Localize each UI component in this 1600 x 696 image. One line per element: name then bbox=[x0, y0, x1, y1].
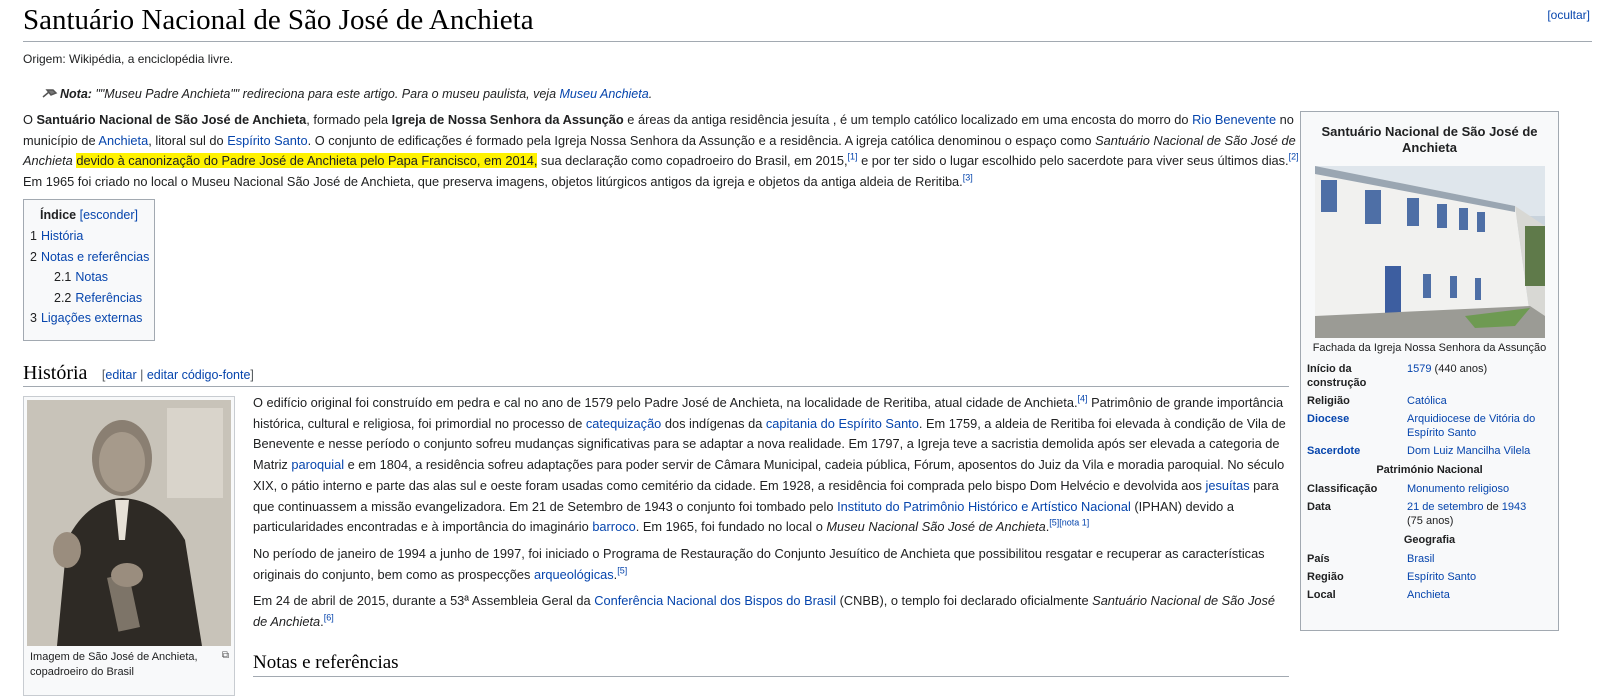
infobox-caption: Fachada da Igreja Nossa Senhora da Assunção bbox=[1312, 342, 1547, 354]
infobox-section-geografia: Geografia bbox=[1403, 534, 1456, 546]
section-heading-notas: Notas e referências bbox=[253, 652, 1289, 677]
infobox-row bbox=[1307, 586, 1552, 604]
ref-2[interactable]: [2] bbox=[1288, 152, 1299, 163]
ref-1[interactable]: [1] bbox=[847, 152, 858, 163]
infobox-key-link[interactable]: Sacerdote bbox=[1307, 445, 1361, 457]
infobox-value bbox=[1407, 392, 1552, 410]
infobox-value bbox=[1407, 442, 1552, 460]
ref-3[interactable]: [3] bbox=[962, 172, 973, 183]
infobox-row bbox=[1307, 480, 1552, 498]
toc-link[interactable]: Notas e referências bbox=[40, 249, 150, 264]
toc-link[interactable]: Notas bbox=[75, 270, 109, 285]
intro-text: e áreas da antiga residência jesuíta , é um templo católico localizado em uma encosta do morro do bbox=[623, 112, 1193, 127]
infobox-row bbox=[1307, 568, 1552, 586]
toc-item-notas[interactable] bbox=[30, 267, 148, 288]
paragraph-text: . bbox=[1045, 519, 1050, 535]
hatnote-end: . bbox=[648, 87, 653, 101]
toc-title: Índice bbox=[40, 208, 77, 222]
reference-link[interactable]: [5][nota 1] bbox=[1049, 517, 1090, 528]
infobox-link[interactable]: Católica bbox=[1407, 395, 1447, 407]
infobox-link[interactable]: Brasil bbox=[1407, 553, 1435, 565]
reference-link[interactable]: [4] bbox=[1077, 393, 1088, 404]
separator: | bbox=[136, 368, 147, 382]
hatnote-link[interactable]: Museu Anchieta bbox=[559, 87, 649, 101]
infobox-text: (75 anos) bbox=[1407, 515, 1454, 527]
italic-text: Santuário Nacional de São José de Anchieta bbox=[253, 593, 1275, 630]
toc-item-notas-referencias[interactable] bbox=[30, 247, 148, 268]
infobox-link[interactable]: 1943 bbox=[1501, 501, 1527, 513]
infobox-key-link[interactable]: Diocese bbox=[1307, 413, 1350, 425]
infobox-link[interactable]: Arquidiocese de Vitória do Espírito Santo bbox=[1407, 413, 1536, 439]
infobox-key: Religião bbox=[1307, 395, 1350, 407]
reference bbox=[324, 613, 334, 623]
toc-number: 2 bbox=[30, 249, 37, 264]
history-body bbox=[253, 393, 1289, 639]
toc-link[interactable]: Referências bbox=[75, 290, 143, 305]
section-edit-links bbox=[102, 368, 254, 382]
toc-number: 2.1 bbox=[54, 270, 72, 285]
reference-link[interactable]: [6] bbox=[323, 612, 334, 623]
infobox-link[interactable]: Dom Luiz Mancilha Vilela bbox=[1407, 445, 1531, 457]
edit-link[interactable]: editar bbox=[105, 368, 137, 382]
paragraph-text: (CNBB), o templo foi declarado oficialmente bbox=[836, 593, 1093, 609]
paragraph-text: Em 24 de abril de 2015, durante a 53ª Assembleia Geral da bbox=[253, 593, 595, 609]
inline-link[interactable]: barroco bbox=[592, 519, 636, 535]
infobox-text: de bbox=[1483, 501, 1502, 513]
infobox-row bbox=[1307, 392, 1552, 410]
infobox-link[interactable]: Monumento religioso bbox=[1407, 483, 1510, 495]
intro-text: no município de bbox=[23, 112, 1294, 148]
intro-text: . O conjunto de edificações é formado pela Igreja Nossa Senhora da Assunção e a residência. A igreja católica denominou o espaço como bbox=[307, 132, 1096, 148]
bracket: ] bbox=[250, 368, 254, 382]
infobox-value bbox=[1407, 568, 1552, 586]
history-paragraph-1 bbox=[253, 393, 1289, 538]
toc-toggle[interactable]: [esconder] bbox=[79, 208, 138, 222]
inline-link[interactable]: jesuítas bbox=[1205, 477, 1250, 493]
intro-bold-church: Igreja de Nossa Senhora da Assunção bbox=[391, 112, 624, 127]
intro-text: , formado pela bbox=[306, 112, 392, 127]
hatnote bbox=[42, 87, 652, 101]
section-heading-historia bbox=[23, 362, 1289, 387]
history-paragraph-2 bbox=[253, 544, 1289, 585]
infobox-row bbox=[1307, 498, 1552, 530]
toc-number: 3 bbox=[30, 311, 37, 326]
toc-item-historia[interactable] bbox=[30, 226, 148, 247]
intro-text: e por ter sido o lugar escolhido pelo sacerdote para viver seus últimos dias. bbox=[857, 153, 1289, 169]
section-title: História bbox=[23, 362, 88, 384]
infobox-row bbox=[1307, 442, 1552, 460]
intro-text: Em 1965 foi criado no local o Museu Nacional São José de Anchieta, que preserva imagens, objetos litúrgicos antigos da igreja e objetos da antiga aldeia de Reritiba. bbox=[23, 174, 963, 190]
highlighted-text: devido à canonização do Padre José de Anchieta pelo Papa Francisco, em 2014, bbox=[76, 153, 538, 169]
infobox-value bbox=[1407, 550, 1552, 568]
bracket: [ bbox=[101, 368, 106, 382]
paragraph-text: (IPHAN) devido a particularidades encontradas e à importância do imaginário bbox=[253, 498, 1234, 535]
thumb-caption: Imagem de São José de Anchieta, copadroeiro do Brasil bbox=[30, 651, 198, 678]
hatnote-text: ""Museu Padre Anchieta"" redireciona para este artigo. Para o museu paulista, veja bbox=[95, 87, 560, 101]
infobox-section-patrimonio: Património Nacional bbox=[1376, 464, 1483, 476]
infobox-value bbox=[1407, 586, 1552, 604]
intro-paragraph bbox=[23, 110, 1309, 193]
reference bbox=[1049, 518, 1089, 528]
paragraph-text: Patrimônio de grande importância histórica, cultural e religiosa, foi primordial no processo de bbox=[253, 395, 1284, 431]
infobox-key: Local bbox=[1307, 589, 1336, 601]
infobox-value bbox=[1407, 360, 1552, 392]
toc-number: 1 bbox=[30, 229, 37, 243]
intro-bold-name: Santuário Nacional de São José de Anchieta bbox=[36, 112, 307, 127]
infobox-link[interactable]: 1579 bbox=[1407, 363, 1432, 375]
reference-link[interactable]: [5] bbox=[617, 565, 628, 576]
enlarge-icon[interactable]: ⧉ bbox=[221, 650, 229, 661]
edit-source-link[interactable]: editar código-fonte bbox=[146, 368, 251, 382]
portrait-image[interactable] bbox=[27, 400, 231, 646]
infobox-key: Início da construção bbox=[1307, 363, 1367, 389]
infobox-link[interactable]: 21 de setembro bbox=[1407, 501, 1484, 513]
church-facade-image[interactable] bbox=[1315, 166, 1545, 338]
paragraph-text: O edifício original foi construído em pedra e cal no ano de 1579 pelo Padre José de Anchieta, na localidade de Reritiba, atual cidade de Anchieta. bbox=[253, 395, 1078, 410]
infobox-link[interactable]: Anchieta bbox=[1407, 589, 1450, 601]
infobox-row bbox=[1307, 410, 1552, 442]
paragraph-text: . bbox=[613, 566, 618, 582]
paragraph-text: . Em 1759, a aldeia de Reritiba foi elevada à condição de Vila de Benevente e nesse período o conjunto sofreu mudanças significativas para se adaptar a nova realidade. Em 1797, a Igreja teve a sacristia demolida após ser elevada a categoria de Matriz bbox=[253, 415, 1286, 473]
infobox-key bbox=[1307, 442, 1407, 460]
thumbnail-figure bbox=[23, 396, 235, 696]
toc-link[interactable]: História bbox=[40, 229, 84, 243]
reference bbox=[1078, 394, 1088, 404]
reference bbox=[617, 565, 627, 575]
pushpin-icon bbox=[42, 87, 60, 101]
page-title: Santuário Nacional de São José de Anchieta bbox=[23, 4, 534, 36]
history-paragraph-3 bbox=[253, 591, 1289, 632]
intro-text: sua declaração como copadroeiro do Brasil, em 2015, bbox=[537, 153, 848, 169]
infobox-key: Data bbox=[1307, 501, 1331, 513]
paragraph-text: e em 1804, a residência sofreu adaptações para poder servir de Câmara Municipal, cadeia pública, Fórum, aposentos do Juiz da Vila e moradia paroquial. No século XIX, o pátio interno e parte das alas sul e oeste foram usadas como cemitério da cidade. Em 1928, a residência foi comprada pelo bispo Dom Helvécio e devolvida aos bbox=[253, 457, 1285, 493]
title-divider bbox=[23, 41, 1592, 42]
paragraph-text: No período de janeiro de 1994 a junho de 1997, foi iniciado o Programa de Restauração do Conjunto Jesuítico de Anchieta que possibilitou resgatar e recuperar as características originais do conjunto, bem como as prospecções bbox=[253, 545, 1265, 582]
inline-link[interactable]: arqueológicas bbox=[533, 566, 614, 582]
infobox-value bbox=[1407, 410, 1552, 442]
paragraph-text: para que continuassem a missão evangelizadora. Em 21 de Setembro de 1943 o conjunto foi tombado pelo bbox=[253, 477, 1279, 514]
infobox-link[interactable]: Espírito Santo bbox=[1407, 571, 1477, 583]
infobox bbox=[1300, 111, 1559, 631]
hide-link[interactable]: [ocultar] bbox=[1547, 8, 1590, 22]
infobox-title: Santuário Nacional de São José de Anchieta bbox=[1321, 124, 1538, 155]
infobox-value bbox=[1407, 498, 1552, 530]
toc-item-referencias[interactable] bbox=[30, 288, 148, 309]
infobox-text: (440 anos) bbox=[1431, 363, 1488, 375]
paragraph-text: . Em 1965, foi fundado no local o bbox=[635, 519, 827, 535]
toc-number: 2.2 bbox=[54, 290, 72, 305]
hatnote-label: Nota: bbox=[60, 87, 92, 101]
intro-text: O bbox=[23, 112, 37, 127]
infobox-key: Região bbox=[1307, 571, 1344, 583]
origin-line: Origem: Wikipédia, a enciclopédia livre. bbox=[23, 52, 234, 66]
link-anchieta[interactable]: Anchieta bbox=[98, 132, 149, 148]
intro-italic: Santuário Nacional de São José de Anchieta bbox=[23, 132, 1296, 169]
link-espirito-santo[interactable]: Espírito Santo bbox=[227, 132, 308, 148]
link-rio-benevente[interactable]: Rio Benevente bbox=[1192, 112, 1277, 127]
infobox-key: País bbox=[1307, 553, 1330, 565]
inline-link[interactable]: capitania do Espírito Santo bbox=[765, 415, 919, 431]
italic-text: Museu Nacional São José de Anchieta bbox=[826, 519, 1046, 535]
intro-text: , litoral sul do bbox=[148, 132, 228, 148]
paragraph-text: dos indígenas da bbox=[661, 415, 766, 431]
inline-link[interactable]: catequização bbox=[585, 415, 662, 431]
toc-item-ligacoes[interactable] bbox=[30, 308, 148, 329]
table-of-contents bbox=[23, 199, 155, 341]
inline-link[interactable]: paroquial bbox=[291, 457, 345, 473]
toc-link[interactable]: Ligações externas bbox=[40, 311, 143, 326]
infobox-row bbox=[1307, 550, 1552, 568]
infobox-row bbox=[1307, 360, 1552, 392]
inline-link[interactable]: Conferência Nacional dos Bispos do Brasil bbox=[594, 593, 837, 609]
paragraph-text: . bbox=[320, 614, 324, 630]
infobox-key: Classificação bbox=[1307, 483, 1378, 495]
inline-link[interactable]: Instituto do Patrimônio Histórico e Artístico Nacional bbox=[837, 498, 1131, 514]
infobox-value bbox=[1407, 480, 1552, 498]
infobox-table bbox=[1307, 360, 1552, 604]
infobox-key bbox=[1307, 410, 1407, 442]
